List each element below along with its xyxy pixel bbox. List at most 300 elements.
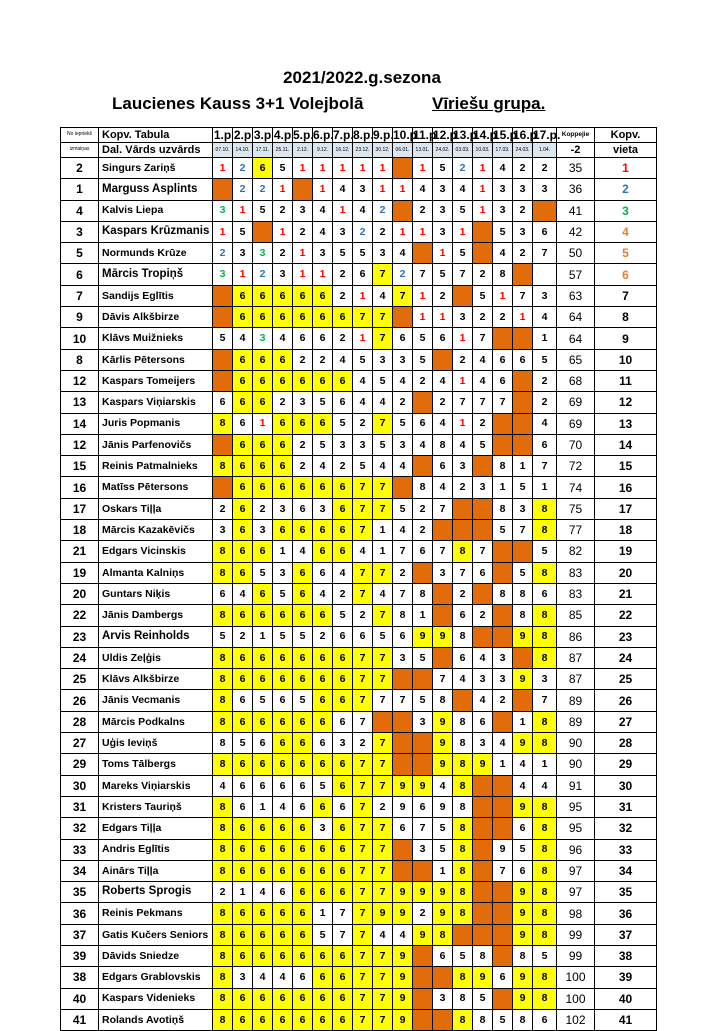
round-score: 3 [233, 243, 253, 264]
previous-place: 2 [61, 158, 99, 179]
round-header: 3.p [253, 128, 272, 142]
round-score [493, 434, 513, 455]
round-score: 8 [453, 775, 473, 796]
player-row [61, 307, 657, 328]
overall-place: 41 [595, 1009, 657, 1030]
round-score: 8 [433, 924, 453, 945]
round-score: 6 [253, 945, 273, 966]
round-score: 6 [313, 690, 333, 711]
round-date: 23.12. [353, 143, 373, 158]
round-score: 6 [313, 988, 333, 1009]
overall-place: 30 [595, 775, 657, 796]
round-score [493, 711, 513, 732]
overall-place: 20 [595, 562, 657, 583]
round-score: 8 [453, 626, 473, 647]
player-row [61, 456, 657, 477]
round-score: 1 [433, 243, 453, 264]
round-score: 9 [513, 967, 533, 988]
total-points: 72 [557, 456, 595, 477]
round-score [513, 434, 533, 455]
round-score [513, 264, 533, 285]
round-score: 5 [353, 349, 373, 370]
round-score: 3 [273, 562, 293, 583]
total-points: 96 [557, 839, 595, 860]
round-score: 7 [353, 796, 373, 817]
round-score: 2 [453, 477, 473, 498]
round-score: 8 [533, 733, 557, 754]
previous-place: 9 [61, 307, 99, 328]
round-score: 1 [313, 264, 333, 285]
round-score: 8 [453, 541, 473, 562]
total-points: 85 [557, 605, 595, 626]
round-score [453, 690, 473, 711]
round-score: 7 [533, 456, 557, 477]
round-score: 4 [253, 967, 273, 988]
round-header: 13.p [453, 128, 478, 142]
round-score: 5 [433, 158, 453, 179]
round-score: 5 [453, 243, 473, 264]
round-score: 3 [473, 733, 493, 754]
previous-place: 12 [61, 370, 99, 391]
round-score: 6 [253, 818, 273, 839]
round-score [513, 690, 533, 711]
round-score: 1 [493, 754, 513, 775]
round-score: 5 [493, 221, 513, 242]
round-score: 2 [293, 349, 313, 370]
round-score: 7 [473, 328, 493, 349]
player-row [61, 903, 657, 924]
previous-place: 12 [61, 434, 99, 455]
round-score: 7 [513, 285, 533, 306]
round-score: 4 [233, 583, 253, 604]
round-score: 4 [493, 733, 513, 754]
round-score: 7 [413, 264, 433, 285]
round-score [513, 541, 533, 562]
round-score: 9 [513, 733, 533, 754]
round-score: 4 [513, 775, 533, 796]
round-score: 2 [233, 626, 253, 647]
round-score: 3 [533, 669, 557, 690]
round-score: 1 [533, 328, 557, 349]
player-name: Matīss Pētersons [99, 477, 213, 498]
previous-place: 20 [61, 583, 99, 604]
overall-place: 31 [595, 796, 657, 817]
round-score: 7 [353, 818, 373, 839]
round-score: 8 [453, 860, 473, 881]
overall-place: 18 [595, 520, 657, 541]
round-score: 8 [433, 434, 453, 455]
round-score: 6 [233, 711, 253, 732]
round-score: 6 [313, 754, 333, 775]
previous-place: 37 [61, 924, 99, 945]
round-score: 6 [333, 860, 353, 881]
round-score: 2 [393, 264, 413, 285]
total-points: 69 [557, 392, 595, 413]
round-score: 3 [313, 498, 333, 519]
total-points: 102 [557, 1009, 595, 1030]
round-score: 5 [233, 221, 253, 242]
round-score: 6 [333, 477, 353, 498]
round-score [493, 541, 513, 562]
round-score: 6 [233, 456, 253, 477]
round-score: 9 [473, 967, 493, 988]
overall-place: 26 [595, 690, 657, 711]
round-score: 6 [253, 307, 273, 328]
round-score: 3 [353, 179, 373, 200]
round-score: 3 [253, 520, 273, 541]
round-score: 6 [293, 711, 313, 732]
round-score: 8 [533, 924, 557, 945]
round-score: 8 [533, 626, 557, 647]
round-score: 6 [333, 818, 353, 839]
round-score: 5 [273, 583, 293, 604]
previous-place: 29 [61, 754, 99, 775]
round-score: 6 [293, 733, 313, 754]
round-score: 7 [353, 520, 373, 541]
round-score: 8 [393, 605, 413, 626]
round-score: 2 [253, 179, 273, 200]
round-score: 3 [293, 392, 313, 413]
round-score: 7 [453, 562, 473, 583]
round-score: 8 [473, 1009, 493, 1030]
round-score: 4 [353, 392, 373, 413]
total-points: 98 [557, 903, 595, 924]
season-title: 2021/2022.g.sezona [283, 68, 441, 87]
round-score: 7 [373, 307, 393, 328]
player-name: Jānis Vecmanis [99, 690, 213, 711]
round-score: 6 [333, 541, 353, 562]
player-name: Kaspars Krūzmanis [99, 221, 213, 242]
round-score: 6 [233, 498, 253, 519]
overall-place: 3 [595, 200, 657, 221]
previous-place: 27 [61, 733, 99, 754]
round-score: 7 [393, 541, 413, 562]
round-score: 4 [373, 392, 393, 413]
player-row [61, 477, 657, 498]
round-score: 4 [513, 754, 533, 775]
round-score: 6 [493, 349, 513, 370]
round-score: 6 [253, 370, 273, 391]
overall-place: 35 [595, 882, 657, 903]
round-score: 6 [233, 349, 253, 370]
player-row [61, 221, 657, 242]
round-score: 2 [293, 434, 313, 455]
round-score: 5 [273, 158, 293, 179]
overall-place: 36 [595, 903, 657, 924]
round-score [493, 605, 513, 626]
round-score: 6 [313, 796, 333, 817]
overall-place: 37 [595, 924, 657, 945]
round-score: 1 [353, 328, 373, 349]
round-date: 14.10. [233, 143, 253, 158]
round-score: 6 [333, 945, 353, 966]
total-label: Koppejie [557, 128, 595, 143]
round-score: 9 [513, 903, 533, 924]
round-score [213, 349, 233, 370]
round-score: 3 [433, 221, 453, 242]
round-score: 7 [353, 988, 373, 1009]
round-score: 8 [453, 818, 473, 839]
round-date: 30.12. [373, 143, 393, 158]
round-score: 3 [273, 264, 293, 285]
player-row [61, 434, 657, 455]
round-score: 2 [473, 413, 493, 434]
previous-place: 4 [61, 200, 99, 221]
overall-place: 1 [595, 158, 657, 179]
previous-place: 39 [61, 945, 99, 966]
previous-place: 21 [61, 541, 99, 562]
round-score: 6 [253, 647, 273, 668]
round-score: 1 [513, 307, 533, 328]
round-score [473, 775, 493, 796]
round-score: 6 [313, 945, 333, 966]
round-score: 5 [373, 434, 393, 455]
round-score: 1 [513, 456, 533, 477]
previous-place: 33 [61, 839, 99, 860]
round-score: 8 [533, 605, 557, 626]
round-score: 6 [253, 456, 273, 477]
round-score: 1 [233, 882, 253, 903]
round-score: 8 [533, 562, 557, 583]
round-score [493, 945, 513, 966]
round-score: 9 [513, 669, 533, 690]
player-row [61, 498, 657, 519]
round-score: 3 [253, 328, 273, 349]
round-score: 6 [253, 733, 273, 754]
round-score: 6 [313, 882, 333, 903]
round-score: 2 [313, 626, 333, 647]
round-score: 4 [373, 583, 393, 604]
overall-place: 5 [595, 243, 657, 264]
round-score: 6 [293, 945, 313, 966]
round-score: 2 [353, 413, 373, 434]
round-score [493, 882, 513, 903]
round-score: 7 [353, 562, 373, 583]
header-row-rounds [61, 128, 657, 143]
round-score: 6 [333, 647, 353, 668]
round-score: 6 [253, 541, 273, 562]
previous-place: 35 [61, 882, 99, 903]
round-score: 7 [433, 498, 453, 519]
overall-place: 4 [595, 221, 657, 242]
player-name: Normunds Krūze [99, 243, 213, 264]
round-score [473, 818, 493, 839]
round-score: 2 [413, 903, 433, 924]
player-name: Andris Eglītis [99, 839, 213, 860]
round-score: 7 [353, 775, 373, 796]
total-points: 97 [557, 882, 595, 903]
total-points: 89 [557, 711, 595, 732]
round-score: 5 [513, 839, 533, 860]
round-score: 5 [393, 498, 413, 519]
overall-place: 21 [595, 583, 657, 604]
round-score: 2 [453, 158, 473, 179]
round-header: 12.p [433, 128, 458, 142]
round-score: 8 [453, 882, 473, 903]
round-score: 2 [273, 243, 293, 264]
player-row [61, 647, 657, 668]
round-score: 4 [433, 370, 453, 391]
round-score: 5 [333, 413, 353, 434]
player-row [61, 839, 657, 860]
round-score: 1 [473, 179, 493, 200]
round-score: 3 [373, 349, 393, 370]
round-score: 4 [393, 924, 413, 945]
round-score [433, 520, 453, 541]
round-score: 2 [353, 221, 373, 242]
round-score: 6 [253, 349, 273, 370]
overall-place: 9 [595, 328, 657, 349]
round-score: 2 [233, 158, 253, 179]
player-name: Edgars Tiļļa [99, 818, 213, 839]
overall-place: 22 [595, 605, 657, 626]
round-score: 8 [453, 903, 473, 924]
round-score: 2 [493, 307, 513, 328]
round-score [473, 839, 493, 860]
round-score: 6 [273, 605, 293, 626]
round-score: 7 [373, 967, 393, 988]
round-score: 1 [473, 200, 493, 221]
round-score: 6 [253, 669, 273, 690]
player-row [61, 1009, 657, 1030]
previous-place: 41 [61, 1009, 99, 1030]
round-score [533, 200, 557, 221]
change-label: izmaiņas [61, 143, 99, 158]
total-points: 75 [557, 498, 595, 519]
round-score: 9 [433, 711, 453, 732]
round-score: 1 [273, 541, 293, 562]
previous-place: 40 [61, 988, 99, 1009]
round-score: 4 [373, 456, 393, 477]
player-name: Edgars Vicinskis [99, 541, 213, 562]
round-score: 1 [313, 903, 333, 924]
round-score: 7 [393, 285, 413, 306]
round-score: 8 [513, 583, 533, 604]
round-score: 4 [333, 349, 353, 370]
round-score: 2 [353, 733, 373, 754]
round-score [393, 711, 413, 732]
round-score: 9 [513, 882, 533, 903]
round-score: 7 [373, 860, 393, 881]
player-row [61, 200, 657, 221]
round-score: 9 [513, 626, 533, 647]
round-score: 8 [453, 733, 473, 754]
overall-place: 15 [595, 456, 657, 477]
round-score: 4 [453, 179, 473, 200]
round-score: 7 [433, 541, 453, 562]
round-score [493, 775, 513, 796]
round-score: 6 [273, 285, 293, 306]
round-score: 6 [273, 370, 293, 391]
round-score: 6 [473, 711, 493, 732]
round-score: 2 [293, 221, 313, 242]
total-points: 87 [557, 647, 595, 668]
round-score: 7 [353, 711, 373, 732]
round-score: 6 [333, 988, 353, 1009]
round-score: 3 [393, 647, 413, 668]
round-score: 4 [273, 328, 293, 349]
round-score: 2 [473, 264, 493, 285]
round-score: 6 [233, 669, 253, 690]
round-score: 6 [533, 434, 557, 455]
round-score: 4 [393, 520, 413, 541]
total-points: 97 [557, 860, 595, 881]
overall-place: 8 [595, 307, 657, 328]
total-points: 86 [557, 626, 595, 647]
round-score: 4 [313, 456, 333, 477]
round-score: 5 [313, 392, 333, 413]
player-name: Oskars Tiļļa [99, 498, 213, 519]
round-score: 8 [533, 839, 557, 860]
round-score [413, 1009, 433, 1030]
round-score: 5 [313, 924, 333, 945]
round-score [513, 370, 533, 391]
round-score: 6 [313, 285, 333, 306]
round-score: 3 [233, 967, 253, 988]
round-score: 7 [373, 1009, 393, 1030]
player-row [61, 669, 657, 690]
round-score: 7 [373, 882, 393, 903]
round-date: 1.04. [533, 143, 557, 158]
round-score: 7 [473, 392, 493, 413]
round-score: 2 [473, 307, 493, 328]
round-score: 8 [533, 903, 557, 924]
player-name: Arvis Reinholds [99, 626, 213, 647]
previous-place: 30 [61, 775, 99, 796]
round-score: 6 [293, 839, 313, 860]
round-score: 7 [453, 392, 473, 413]
round-score [253, 221, 273, 242]
round-score: 5 [433, 818, 453, 839]
round-score: 1 [373, 541, 393, 562]
round-score: 5 [433, 264, 453, 285]
previous-place: 26 [61, 690, 99, 711]
round-score: 8 [513, 605, 533, 626]
round-score [413, 754, 433, 775]
round-header: 1.p [213, 128, 232, 142]
total-points: 89 [557, 690, 595, 711]
round-score: 7 [493, 860, 513, 881]
previous-place: 24 [61, 647, 99, 668]
round-score: 3 [393, 434, 413, 455]
player-row [61, 967, 657, 988]
round-score: 8 [493, 456, 513, 477]
player-name: Kristers Tauriņš [99, 796, 213, 817]
round-score: 6 [433, 945, 453, 966]
round-score: 6 [493, 967, 513, 988]
round-score: 2 [393, 562, 413, 583]
round-score: 3 [353, 434, 373, 455]
round-score: 5 [413, 349, 433, 370]
round-score: 2 [473, 605, 493, 626]
round-score: 2 [453, 583, 473, 604]
round-score: 6 [313, 541, 333, 562]
round-score: 1 [473, 158, 493, 179]
total-points: 77 [557, 520, 595, 541]
overall-place: 29 [595, 754, 657, 775]
round-score [493, 413, 513, 434]
round-score: 7 [353, 307, 373, 328]
player-name: Reinis Patmalnieks [99, 456, 213, 477]
round-score [213, 285, 233, 306]
round-score: 2 [333, 456, 353, 477]
player-name: Ainārs Tiļļa [99, 860, 213, 881]
round-score: 4 [253, 882, 273, 903]
round-score [493, 562, 513, 583]
player-name: Kaspars Tomeijers [99, 370, 213, 391]
round-score: 1 [533, 477, 557, 498]
round-score: 7 [373, 413, 393, 434]
